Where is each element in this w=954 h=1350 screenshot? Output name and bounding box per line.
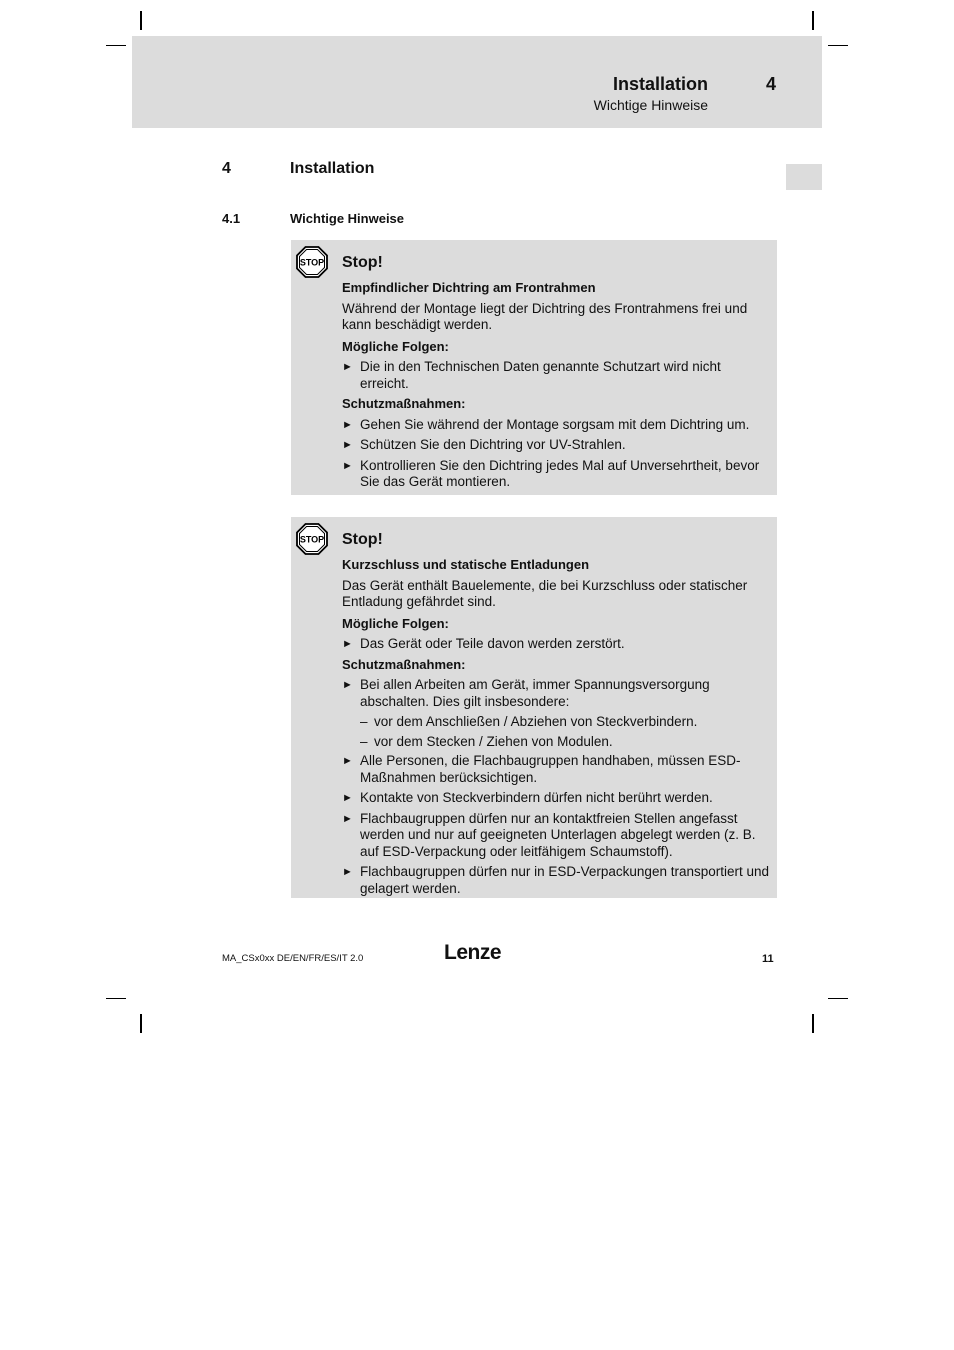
list-item-text: Flachbaugruppen dürfen nur an kontaktfreien Stellen angefasst werden und nur auf geeigneten Unterlagen abgelegt werden (z. B. auf ESD-Verpackung oder leitfähigem Schaumstoff).	[360, 810, 756, 859]
list-item-text: Gehen Sie während der Montage sorgsam mit dem Dichtring um.	[360, 416, 750, 432]
crop-mark	[106, 45, 126, 46]
list-item-text: Flachbaugruppen dürfen nur in ESD-Verpackungen transportiert und gelagert werden.	[360, 864, 770, 896]
list-item	[342, 790, 772, 807]
stop-heading: Stop!	[342, 531, 383, 548]
stop-sign-icon	[296, 246, 328, 278]
arrow-bullet-icon: ►	[342, 459, 353, 472]
list-item	[342, 753, 772, 786]
footer-document-id: MA_CSx0xx DE/EN/FR/ES/IT 2.0	[222, 953, 364, 964]
stop-sign-icon	[296, 523, 328, 555]
dash-bullet-icon: –	[360, 733, 368, 749]
warning-subject: Kurzschluss und statische Entladungen	[342, 557, 590, 572]
list-item	[342, 359, 772, 392]
sub-list-item-text: vor dem Stecken / Ziehen von Modulen.	[374, 733, 613, 749]
crop-mark	[140, 11, 142, 30]
arrow-bullet-icon: ►	[342, 418, 353, 431]
list-item	[342, 677, 772, 710]
subsection-number: 4.1	[222, 211, 241, 226]
header-title: Installation	[612, 74, 708, 94]
page-number: 11	[762, 953, 774, 965]
header-chapter-number: 4	[766, 74, 777, 94]
arrow-bullet-icon: ►	[342, 755, 353, 767]
stop-warning-box-esd	[291, 517, 777, 898]
warning-text: Während der Montage liegt der Dichtring des Frontrahmens frei und kann beschädigt werden.	[342, 300, 748, 332]
warning-subject: Empfindlicher Dichtring am Frontrahmen	[342, 280, 596, 295]
sub-list-item	[342, 734, 772, 751]
arrow-bullet-icon: ►	[342, 439, 353, 451]
svg-text:STOP: STOP	[299, 534, 325, 545]
arrow-bullet-icon: ►	[342, 866, 353, 878]
side-tab	[786, 164, 822, 190]
list-item-text: Schützen Sie den Dichtring vor UV-Strahlen.	[360, 437, 626, 452]
list-item-text: Bei allen Arbeiten am Gerät, immer Spannungsversorgung abschalten. Dies gilt insbesondere:	[360, 677, 710, 709]
crop-mark	[828, 998, 848, 999]
crop-mark	[812, 1014, 814, 1033]
list-item	[342, 864, 772, 897]
sub-list-item-text: vor dem Anschließen / Abziehen von Steckverbindern.	[374, 714, 698, 729]
list-item	[342, 811, 772, 861]
arrow-bullet-icon: ►	[342, 792, 353, 804]
arrow-bullet-icon: ►	[342, 361, 353, 373]
list-item-text: Alle Personen, die Flachbaugruppen handhaben, müssen ESD-Maßnahmen berücksichtigen.	[360, 753, 741, 785]
dash-bullet-icon: –	[360, 714, 368, 729]
crop-mark	[140, 1014, 142, 1033]
lenze-logo: Lenze	[444, 941, 502, 964]
list-item	[342, 417, 772, 434]
list-item-text: Die in den Technischen Daten genannte Schutzart wird nicht erreicht.	[360, 359, 721, 391]
arrow-bullet-icon: ►	[342, 812, 353, 825]
svg-text:STOP: STOP	[299, 257, 325, 268]
header-subtitle: Wichtige Hinweise	[593, 97, 708, 113]
arrow-bullet-icon: ►	[342, 679, 353, 691]
arrow-bullet-icon: ►	[342, 638, 353, 650]
stop-heading: Stop!	[342, 254, 383, 271]
crop-mark	[828, 45, 848, 46]
sub-list-item	[342, 714, 772, 731]
header-band	[132, 36, 822, 128]
list-item-text: Kontrollieren Sie den Dichtring jedes Mal auf Unversehrtheit, bevor Sie das Gerät montieren.	[360, 457, 760, 489]
list-item	[342, 636, 772, 653]
measures-label: Schutzmaßnahmen:	[342, 656, 466, 672]
consequences-label: Mögliche Folgen:	[342, 338, 449, 354]
section-title: Installation	[290, 160, 375, 177]
consequences-label: Mögliche Folgen:	[342, 615, 449, 631]
list-item	[342, 458, 772, 491]
subsection-title: Wichtige Hinweise	[290, 211, 405, 226]
list-item	[342, 437, 772, 454]
section-number: 4	[222, 160, 231, 177]
crop-mark	[106, 998, 126, 999]
list-item-text: Das Gerät oder Teile davon werden zerstört.	[360, 636, 625, 651]
list-item-text: Kontakte von Steckverbindern dürfen nicht berührt werden.	[360, 790, 713, 805]
stop-warning-box-seal	[291, 240, 777, 495]
measures-label: Schutzmaßnahmen:	[342, 396, 466, 411]
warning-text: Das Gerät enthält Bauelemente, die bei Kurzschluss oder statischer Entladung gefährdet sind.	[342, 577, 748, 609]
crop-mark	[812, 11, 814, 30]
